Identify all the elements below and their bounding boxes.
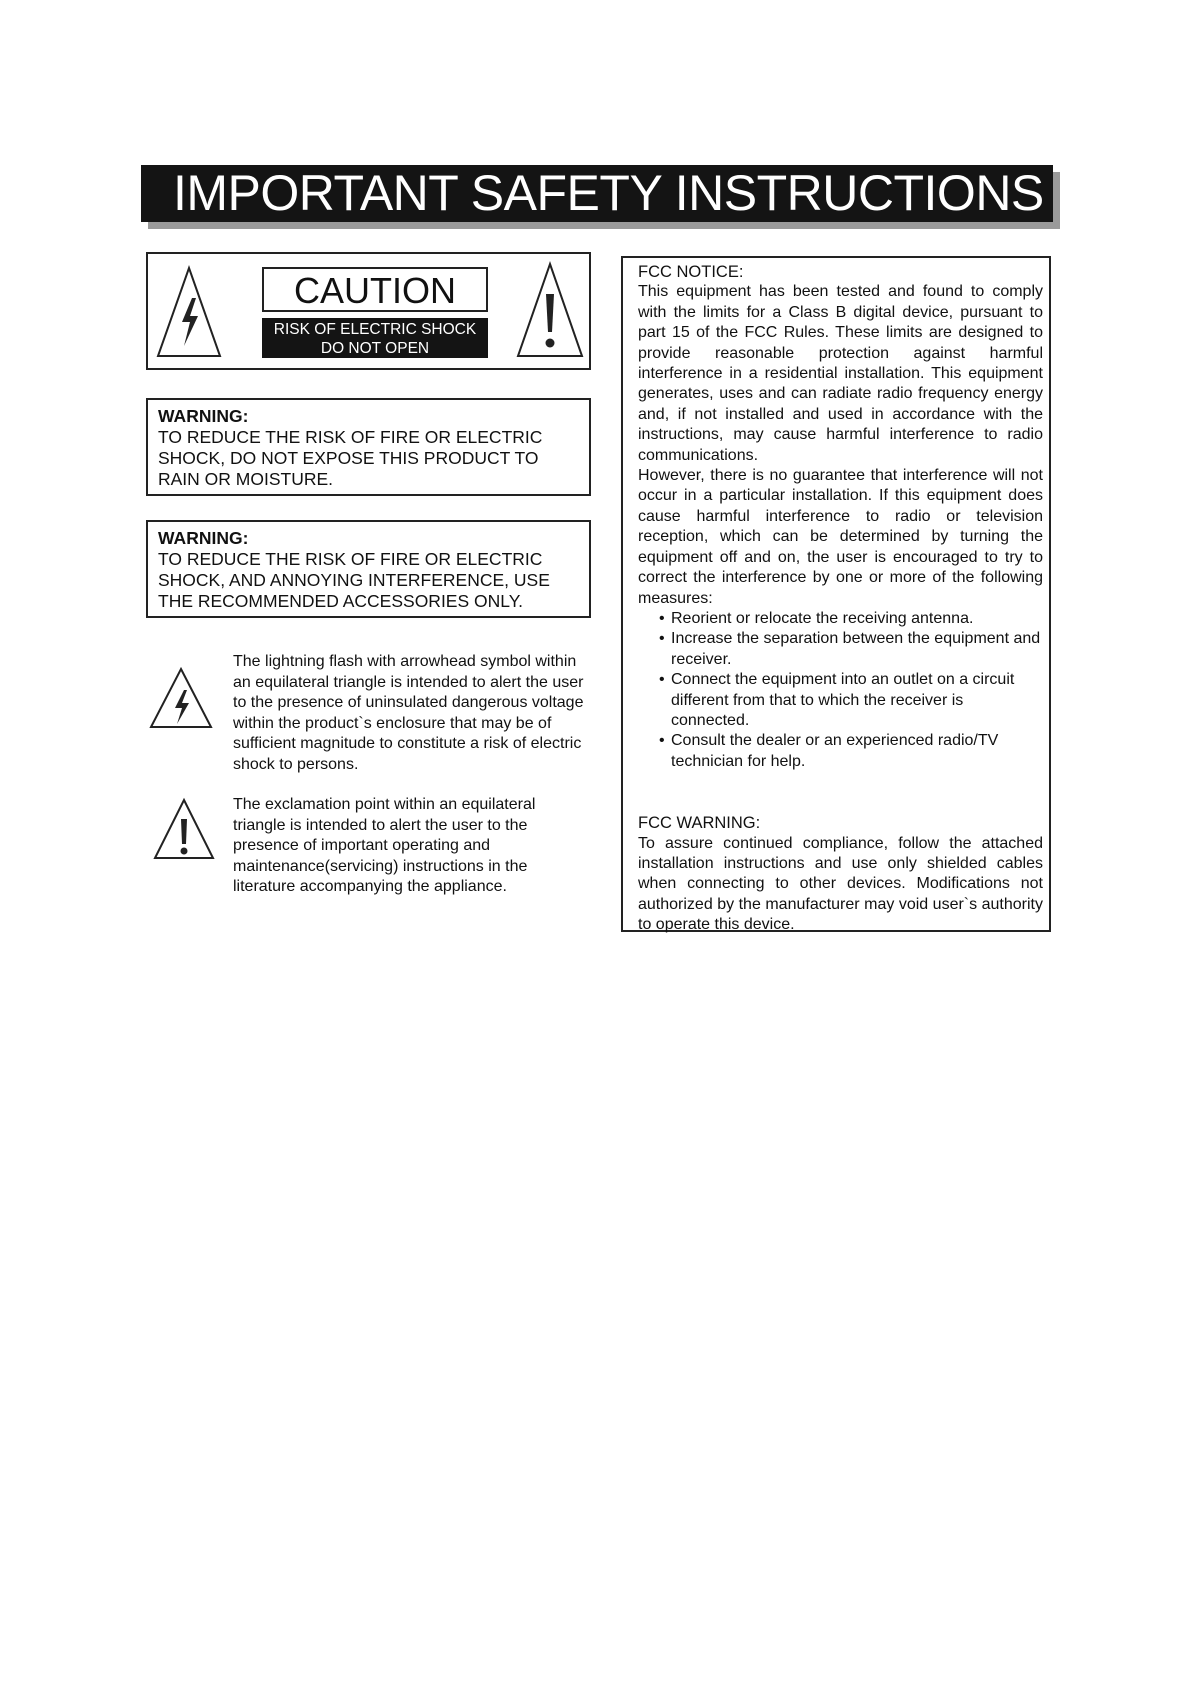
- fcc-measures-list: [638, 609, 1043, 772]
- exclamation-triangle-icon: [514, 260, 586, 360]
- exclamation-triangle-icon: [152, 797, 216, 861]
- lightning-triangle-icon: [154, 264, 224, 360]
- fcc-panel: [621, 256, 1051, 932]
- caution-subtitle-line1: RISK OF ELECTRIC SHOCK: [273, 321, 477, 338]
- caution-panel: [146, 252, 591, 370]
- warning-box-rain: [146, 398, 591, 496]
- list-item: • Reorient or relocate the receiving antenna.: [638, 609, 1043, 629]
- warning-title: WARNING:: [158, 406, 249, 426]
- warning-box-accessories: [146, 520, 591, 618]
- fcc-warning-title: FCC WARNING:: [638, 814, 761, 833]
- lightning-symbol-explanation: The lightning flash with arrowhead symbol within an equilateral triangle is intended to alert the user to the presence of uninsulated dangerous voltage within the product`s enclosure that may be of sufficient magnitude to constitute a risk of electric shock to persons.: [233, 653, 584, 773]
- warning-text: TO REDUCE THE RISK OF FIRE OR ELECTRIC SHOCK, DO NOT EXPOSE THIS PRODUCT TO RAIN OR MOISTURE.: [158, 427, 543, 489]
- warning-text: TO REDUCE THE RISK OF FIRE OR ELECTRIC SHOCK, AND ANNOYING INTERFERENCE, USE THE RECOMMENDED ACCESSORIES ONLY.: [158, 549, 550, 611]
- lightning-triangle-icon: [148, 666, 214, 730]
- fcc-notice-title: FCC NOTICE:: [638, 263, 744, 281]
- warning-title: WARNING:: [158, 528, 249, 548]
- list-item: • Increase the separation between the equipment and receiver.: [638, 629, 1043, 670]
- fcc-warning-text: To assure continued compliance, follow the attached installation instructions and use only shielded cables when connecting to other devices. Modifications not authorized by the manufacturer may void user`s authority to operate this device.: [638, 834, 1043, 934]
- caution-label: CAUTION: [262, 267, 488, 312]
- caution-subtitle: [262, 318, 488, 358]
- caution-subtitle-line2: DO NOT OPEN: [320, 340, 430, 357]
- page-title: IMPORTANT SAFETY INSTRUCTIONS: [141, 165, 1053, 222]
- fcc-notice-paragraph: However, there is no guarantee that interference will not occur in a particular installation. If this equipment does cause harmful interference to radio or television reception, which can be determined by turning the equipment off and on, the user is encouraged to try to correct the interference by one or more of the following measures:: [638, 467, 1043, 607]
- exclamation-symbol-explanation: The exclamation point within an equilateral triangle is intended to alert the user to the presence of important operating and maintenance(servicing) instructions in the literature accompanying the appliance.: [233, 796, 536, 895]
- list-item: • Connect the equipment into an outlet on a circuit different from that to which the receiver is connected.: [638, 670, 1043, 731]
- list-item: • Consult the dealer or an experienced radio/TV technician for help.: [638, 731, 1043, 772]
- fcc-notice-paragraph: This equipment has been tested and found to comply with the limits for a Class B digital device, pursuant to part 15 of the FCC Rules. These limits are designed to provide reasonable protection against harmful interference in a residential installation. This equipment generates, uses and can radiate radio frequency energy and, if not installed and used in accordance with the instructions, may cause harmful interference to radio communications.: [638, 283, 1043, 464]
